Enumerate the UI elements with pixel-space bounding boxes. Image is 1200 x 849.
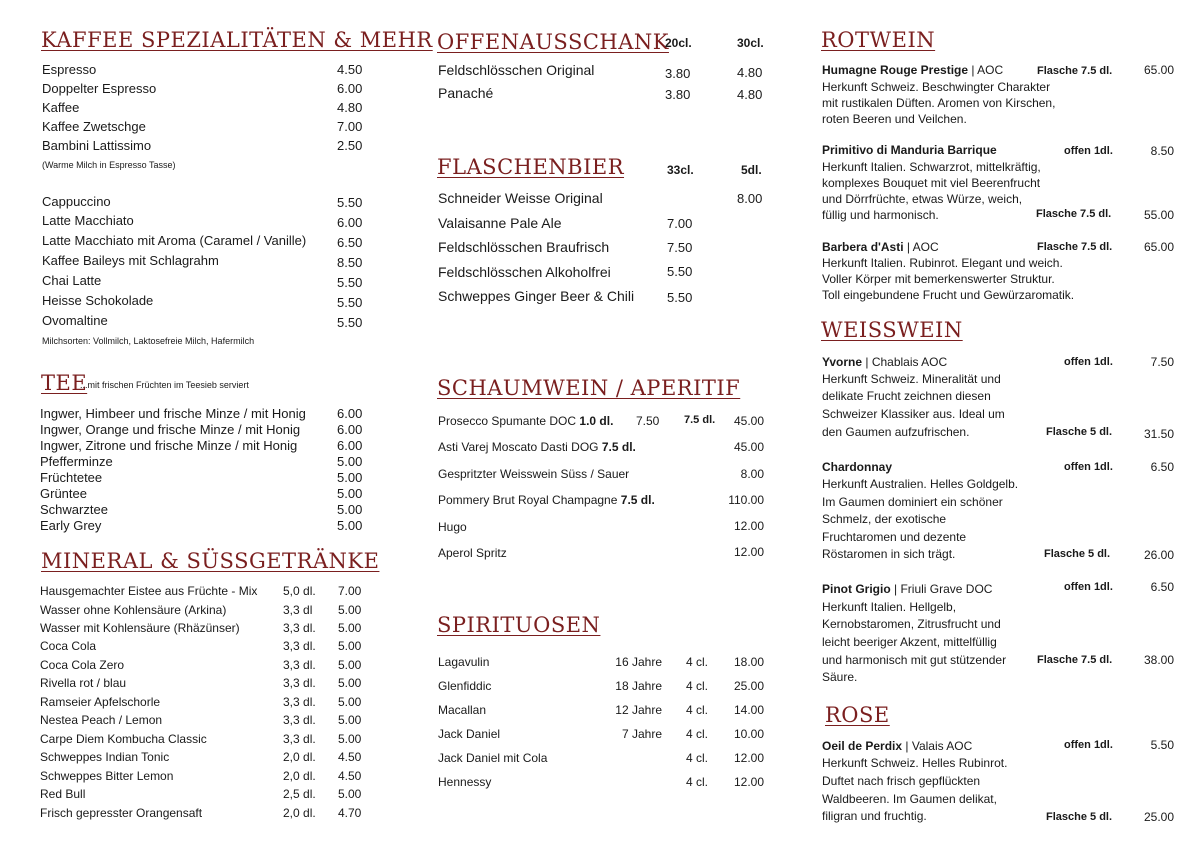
menu-item-name: Kaffee bbox=[42, 100, 80, 115]
offenausschank-heading: OFFENAUSSCHANK bbox=[437, 30, 669, 54]
menu-item-price: 5.00 bbox=[338, 713, 362, 727]
wine-serving: Flasche 7.5 dl. bbox=[1037, 241, 1113, 253]
menu-item-size: 1.0 dl. bbox=[579, 414, 614, 428]
menu-item-price: 7.50 bbox=[667, 240, 693, 255]
menu-item-name: Schwarztee bbox=[40, 502, 108, 517]
menu-item-price: 8.00 bbox=[737, 191, 763, 206]
menu-item-price: 25.00 bbox=[733, 679, 764, 693]
wine-desc: Toll eingebundene Frucht und Gewürzaromatik. bbox=[822, 288, 1075, 302]
menu-item-price: 6.50 bbox=[337, 235, 363, 250]
menu-item-name: Schweppes Indian Tonic bbox=[40, 750, 170, 764]
wine-desc: Herkunft Italien. Rubinrot. Elegant und weich. bbox=[822, 256, 1063, 270]
menu-item-price: 8.00 bbox=[740, 467, 764, 481]
menu-item-name: Valaisanne Pale Ale bbox=[438, 215, 562, 231]
menu-item-price: 12.00 bbox=[733, 775, 764, 789]
wine-serving: offen 1dl. bbox=[1064, 581, 1113, 593]
menu-item-name: Heisse Schokolade bbox=[42, 293, 154, 308]
wine-name: Primitivo di Manduria Barrique bbox=[822, 143, 997, 157]
menu-item-price: 6.00 bbox=[337, 438, 363, 453]
menu-item-name: Hausgemachter Eistee aus Früchte - Mix bbox=[40, 584, 258, 598]
wine-desc: Kernobstaromen, Zitrusfrucht und bbox=[822, 617, 1001, 631]
menu-item-name: Hugo bbox=[438, 520, 467, 534]
wine-price: 8.50 bbox=[1150, 144, 1174, 158]
menu-item-name: Glenfiddic bbox=[438, 679, 492, 693]
menu-item-price: 18.00 bbox=[733, 655, 764, 669]
menu-item-price: 12.00 bbox=[733, 545, 764, 559]
menu-item-price: 5.00 bbox=[337, 454, 363, 469]
menu-item-price: 7.00 bbox=[337, 119, 363, 134]
menu-item-price: 5.00 bbox=[338, 658, 362, 672]
wine-desc: Schmelz, der exotische bbox=[822, 512, 947, 526]
menu-item-size: 7.5 dl. bbox=[601, 440, 636, 454]
menu-item-size: 2,0 dl. bbox=[283, 750, 316, 764]
wine-price: 7.50 bbox=[1150, 355, 1174, 369]
schaumwein-heading: SCHAUMWEIN / APERITIF bbox=[437, 376, 741, 400]
wine-origin: | Valais AOC bbox=[902, 739, 973, 753]
wine-name: Oeil de Perdix bbox=[822, 739, 903, 753]
wine-name: Yvorne bbox=[822, 355, 863, 369]
menu-item-price: 5.50 bbox=[337, 295, 363, 310]
menu-item-name: Ovomaltine bbox=[42, 313, 108, 328]
menu-item-price: 14.00 bbox=[733, 703, 764, 717]
menu-item-name: Asti Varej Moscato Dasti DOG bbox=[438, 440, 599, 454]
menu-item-price: 5.50 bbox=[667, 264, 693, 279]
menu-item-size: 7.5 dl. bbox=[684, 414, 716, 426]
wine-desc: Waldbeeren. Im Gaumen delikat, bbox=[822, 792, 997, 806]
menu-item-name: Wasser mit Kohlensäure (Rhäzünser) bbox=[40, 621, 240, 635]
menu-item-price: 3.80 bbox=[665, 87, 691, 102]
wine-serving: Flasche 7.5 dl. bbox=[1036, 208, 1112, 220]
menu-item-price: 3.80 bbox=[665, 66, 691, 81]
menu-item-size: 3,3 dl. bbox=[283, 639, 316, 653]
wine-price: 65.00 bbox=[1143, 240, 1174, 254]
wine-price: 65.00 bbox=[1143, 63, 1174, 77]
menu-item-name: Cappuccino bbox=[42, 194, 111, 209]
milk-note: Milchsorten: Vollmilch, Laktosefreie Milch, Hafermilch bbox=[42, 336, 255, 346]
menu-item-age: 16 Jahre bbox=[615, 655, 662, 669]
menu-item-age: 18 Jahre bbox=[615, 679, 662, 693]
menu-item-price: 4.80 bbox=[737, 87, 763, 102]
wine-desc: komplexes Bouquet mit viel Beerenfrucht bbox=[822, 176, 1041, 190]
wine-desc: Voller Körper mit bemerkenswerter Struktur. bbox=[822, 272, 1055, 286]
menu-item-price: 12.00 bbox=[733, 751, 764, 765]
wine-desc: füllig und harmonisch. bbox=[822, 208, 939, 222]
menu-item-name: Coca Cola bbox=[40, 639, 97, 653]
menu-item-price: 6.00 bbox=[337, 215, 363, 230]
kaffee-heading: KAFFEE SPEZIALITÄTEN & MEHR bbox=[41, 28, 433, 52]
menu-item-size: 3,3 dl. bbox=[283, 732, 316, 746]
column-header: 20cl. bbox=[665, 36, 692, 50]
wine-desc: leicht beeriger Akzent, mittelfüllig bbox=[822, 635, 997, 649]
menu-item-price: 5.00 bbox=[337, 470, 363, 485]
menu-item-price: 7.00 bbox=[667, 216, 693, 231]
menu-item-price: 5.00 bbox=[338, 621, 362, 635]
menu-item-name: Red Bull bbox=[40, 787, 86, 801]
wine-name: Pinot Grigio bbox=[822, 582, 891, 596]
menu-item-name: Pfefferminze bbox=[40, 454, 113, 469]
menu-item-size: 3,3 dl bbox=[283, 603, 313, 617]
menu-item-price: 7.00 bbox=[338, 584, 362, 598]
menu-item-name: Rivella rot / blau bbox=[40, 676, 127, 690]
menu-item-price: 6.00 bbox=[337, 422, 363, 437]
menu-item-size: 3,3 dl. bbox=[283, 713, 316, 727]
wine-desc: und Dörrfrüchte, etwas Würze, weich, bbox=[822, 192, 1023, 206]
menu-item-name: Lagavulin bbox=[438, 655, 490, 669]
menu-item-price: 4.50 bbox=[338, 750, 362, 764]
menu-item-price: 10.00 bbox=[733, 727, 764, 741]
wine-price: 5.50 bbox=[1150, 738, 1174, 752]
menu-item-name: Ingwer, Zitrone und frische Minze / mit Honig bbox=[40, 438, 298, 453]
rose-heading: ROSE bbox=[825, 703, 890, 727]
menu-item-size: 4 cl. bbox=[686, 727, 709, 741]
menu-item-name: Kaffee Baileys mit Schlagrahm bbox=[42, 253, 219, 268]
wine-price: 26.00 bbox=[1143, 548, 1174, 562]
menu-item-price: 4.50 bbox=[337, 62, 363, 77]
menu-item-price: 2.50 bbox=[337, 138, 363, 153]
menu-item-price: 12.00 bbox=[733, 519, 764, 533]
menu-item-name: Carpe Diem Kombucha Classic bbox=[40, 732, 207, 746]
wine-desc: Herkunft Schweiz. Mineralität und bbox=[822, 372, 1001, 386]
wine-desc: filigran und fruchtig. bbox=[822, 809, 927, 823]
wine-serving: Flasche 7.5 dl. bbox=[1037, 654, 1113, 666]
wine-desc: Herkunft Italien. Schwarzrot, mittelkräftig, bbox=[822, 160, 1041, 174]
menu-item-size: 3,3 dl. bbox=[283, 621, 316, 635]
menu-item-age: 7 Jahre bbox=[621, 727, 662, 741]
menu-item-name: Kaffee Zwetschge bbox=[42, 119, 146, 134]
menu-item-price: 5.00 bbox=[337, 502, 363, 517]
menu-item-name: Espresso bbox=[42, 62, 97, 77]
menu-item-name: Jack Daniel bbox=[438, 727, 501, 741]
wine-price: 38.00 bbox=[1143, 653, 1174, 667]
wine-desc: Im Gaumen dominiert ein schöner bbox=[822, 495, 1003, 509]
menu-item-age: 12 Jahre bbox=[615, 703, 662, 717]
menu-item-price: 5.50 bbox=[337, 275, 363, 290]
tee-subtitle: ...mit frischen Früchten im Teesieb serviert bbox=[80, 380, 249, 390]
wine-desc: Röstaromen in sich trägt. bbox=[822, 547, 956, 561]
menu-item-name: Bambini Lattissimo bbox=[42, 138, 152, 153]
wine-desc: Fruchtaromen und dezente bbox=[822, 530, 967, 544]
menu-item-name: Nestea Peach / Lemon bbox=[40, 713, 163, 727]
wine-price: 25.00 bbox=[1143, 810, 1174, 824]
menu-item-price: 6.00 bbox=[337, 406, 363, 421]
menu-item-name: Doppelter Espresso bbox=[42, 81, 157, 96]
menu-item-name: Panaché bbox=[438, 85, 494, 101]
wine-desc: mit rustikalen Düften. Aromen von Kirschen, bbox=[822, 96, 1056, 110]
menu-item-price: 5.00 bbox=[338, 603, 362, 617]
menu-item-price: 6.00 bbox=[337, 81, 363, 96]
menu-item-name: Frisch gepresster Orangensaft bbox=[40, 806, 203, 820]
wine-desc: Duftet nach frisch gepflückten bbox=[822, 774, 981, 788]
wine-desc: roten Beeren und Veilchen. bbox=[822, 112, 967, 126]
wine-name: Humagne Rouge Prestige bbox=[822, 63, 969, 77]
menu-item-price: 45.00 bbox=[733, 414, 764, 428]
menu-item-price: 4.80 bbox=[337, 100, 363, 115]
menu-item-size: 5,0 dl. bbox=[283, 584, 316, 598]
wine-serving: Flasche 5 dl. bbox=[1044, 548, 1111, 560]
menu-item-name: Schneider Weisse Original bbox=[438, 190, 603, 206]
wine-price: 6.50 bbox=[1150, 580, 1174, 594]
menu-item-name: Jack Daniel mit Cola bbox=[438, 751, 548, 765]
mineral-heading: MINERAL & SÜSSGETRÄNKE bbox=[41, 549, 380, 573]
menu-item-name: Grüntee bbox=[40, 486, 87, 501]
spirituosen-heading: SPIRITUOSEN bbox=[437, 613, 601, 637]
menu-item-price: 7.50 bbox=[636, 414, 660, 428]
rotwein-heading: ROTWEIN bbox=[821, 28, 936, 52]
menu-item-name: Schweppes Bitter Lemon bbox=[40, 769, 174, 783]
menu-item-name: Gespritzter Weisswein Süss / Sauer bbox=[438, 467, 630, 481]
menu-item-size: 3,3 dl. bbox=[283, 658, 316, 672]
wine-price: 31.50 bbox=[1143, 427, 1174, 441]
menu-item-name: Pommery Brut Royal Champagne bbox=[438, 493, 618, 507]
menu-item-price: 4.50 bbox=[338, 769, 362, 783]
weisswein-heading: WEISSWEIN bbox=[821, 318, 963, 342]
wine-desc: Schweizer Klassiker aus. Ideal um bbox=[822, 407, 1005, 421]
menu-item-name: Coca Cola Zero bbox=[40, 658, 125, 672]
wine-desc: Herkunft Schweiz. Helles Rubinrot. bbox=[822, 756, 1008, 770]
menu-item-name: Aperol Spritz bbox=[438, 546, 507, 560]
menu-item-name: Hennessy bbox=[438, 775, 492, 789]
menu-item-price: 5.50 bbox=[337, 315, 363, 330]
wine-serving: Flasche 5 dl. bbox=[1046, 811, 1113, 823]
menu-item-name: Latte Macchiato bbox=[42, 213, 134, 228]
flaschenbier-heading: FLASCHENBIER bbox=[437, 155, 625, 179]
menu-item-size: 4 cl. bbox=[686, 775, 709, 789]
column-header: 5dl. bbox=[741, 163, 762, 177]
wine-origin: | AOC bbox=[968, 63, 1004, 77]
menu-item-price: 5.50 bbox=[667, 290, 693, 305]
wine-serving: Flasche 7.5 dl. bbox=[1037, 65, 1113, 77]
wine-serving: offen 1dl. bbox=[1064, 739, 1113, 751]
wine-desc: delikate Frucht zeichnen diesen bbox=[822, 389, 991, 403]
wine-desc: und harmonisch mit gut stützender bbox=[822, 653, 1007, 667]
wine-name: Chardonnay bbox=[822, 460, 893, 474]
menu-item-size: 4 cl. bbox=[686, 751, 709, 765]
menu-item-name: Feldschlösschen Alkoholfrei bbox=[438, 264, 611, 280]
menu-item-price: 4.80 bbox=[737, 65, 763, 80]
menu-item-size: 4 cl. bbox=[686, 655, 709, 669]
menu-item-name: Ingwer, Orange und frische Minze / mit Honig bbox=[40, 422, 301, 437]
wine-price: 6.50 bbox=[1150, 460, 1174, 474]
menu-item-size: 4 cl. bbox=[686, 679, 709, 693]
column-header: 33cl. bbox=[667, 163, 694, 177]
menu-item-name: Chai Latte bbox=[42, 273, 102, 288]
wine-desc: Säure. bbox=[822, 670, 858, 684]
menu-item-price: 5.00 bbox=[338, 732, 362, 746]
menu-item-name: Schweppes Ginger Beer & Chili bbox=[438, 288, 635, 304]
menu-item-size: 3,3 dl. bbox=[283, 676, 316, 690]
menu-item-price: 5.00 bbox=[337, 518, 363, 533]
menu-item-size: 2,0 dl. bbox=[283, 806, 316, 820]
menu-item-price: 5.00 bbox=[337, 486, 363, 501]
wine-name: Barbera d'Asti bbox=[822, 240, 904, 254]
wine-origin: | Friuli Grave DOC bbox=[890, 582, 993, 596]
menu-item-size: 4 cl. bbox=[686, 703, 709, 717]
wine-price: 55.00 bbox=[1143, 208, 1174, 222]
menu-item-price: 110.00 bbox=[728, 493, 764, 507]
wine-serving: offen 1dl. bbox=[1064, 356, 1113, 368]
column-header: 30cl. bbox=[737, 36, 764, 50]
menu-item-price: 4.70 bbox=[338, 806, 362, 820]
menu-item-name: Macallan bbox=[438, 703, 487, 717]
wine-serving: offen 1dl. bbox=[1064, 461, 1113, 473]
menu-item-size: 3,3 dl. bbox=[283, 695, 316, 709]
wine-desc: den Gaumen aufzufrischen. bbox=[822, 425, 970, 439]
menu-item-name: Ramseier Apfelschorle bbox=[40, 695, 161, 709]
menu-item-name: Prosecco Spumante DOC bbox=[438, 414, 577, 428]
menu-item-price: 45.00 bbox=[733, 440, 764, 454]
menu-item-price: 8.50 bbox=[337, 255, 363, 270]
menu-item-size: 2,0 dl. bbox=[283, 769, 316, 783]
menu-item-name: Ingwer, Himbeer und frische Minze / mit Honig bbox=[40, 406, 306, 421]
menu-item-name: Früchtetee bbox=[40, 470, 103, 485]
menu-item-name: Wasser ohne Kohlensäure (Arkina) bbox=[40, 603, 227, 617]
menu-item-name: Early Grey bbox=[40, 518, 102, 533]
wine-serving: Flasche 5 dl. bbox=[1046, 426, 1113, 438]
wine-desc: Herkunft Australien. Helles Goldgelb. bbox=[822, 477, 1019, 491]
menu-item-price: 5.00 bbox=[338, 676, 362, 690]
wine-origin: | Chablais AOC bbox=[862, 355, 948, 369]
kaffee-note: (Warme Milch in Espresso Tasse) bbox=[42, 160, 176, 170]
wine-serving: offen 1dl. bbox=[1064, 145, 1113, 157]
wine-origin: | AOC bbox=[903, 240, 939, 254]
menu-item-price: 5.50 bbox=[337, 195, 363, 210]
menu-item-name: Feldschlösschen Braufrisch bbox=[438, 239, 610, 255]
menu-item-size: 7.5 dl. bbox=[620, 493, 655, 507]
wine-desc: Herkunft Schweiz. Beschwingter Charakter bbox=[822, 80, 1051, 94]
menu-item-name: Latte Macchiato mit Aroma (Caramel / Vanille) bbox=[42, 233, 307, 248]
wine-desc: Herkunft Italien. Hellgelb, bbox=[822, 600, 957, 614]
tee-heading: TEE bbox=[41, 371, 88, 395]
menu-item-price: 5.00 bbox=[338, 787, 362, 801]
menu-item-name: Feldschlösschen Original bbox=[438, 62, 595, 78]
menu-item-size: 2,5 dl. bbox=[283, 787, 316, 801]
menu-item-price: 5.00 bbox=[338, 695, 362, 709]
menu-item-price: 5.00 bbox=[338, 639, 362, 653]
